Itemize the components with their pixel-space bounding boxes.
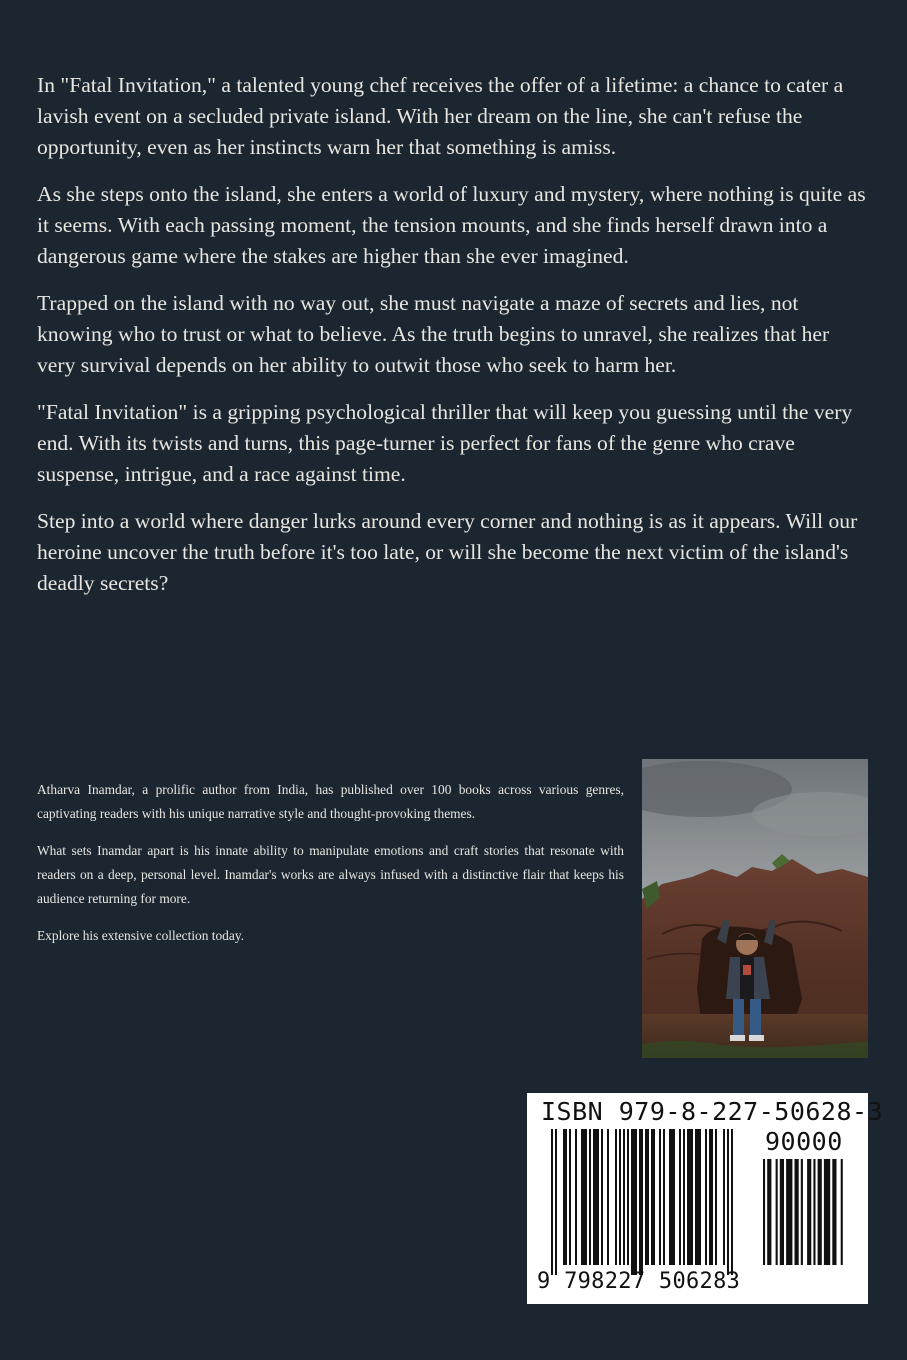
- isbn-barcode: [527, 1093, 884, 1304]
- barcode-bar: [705, 1129, 707, 1265]
- barcode-bar: [813, 1159, 815, 1265]
- barcode-bar: [569, 1129, 571, 1265]
- bio-paragraph: Atharva Inamdar, a prolific author from India, has published over 100 books across various genres, captivating readers with his unique narrative style and thought-provoking themes.: [37, 782, 624, 821]
- barcode-bar: [832, 1159, 836, 1265]
- barcode-bar: [776, 1159, 778, 1265]
- barcode-bar: [619, 1129, 621, 1265]
- barcode-bar: [786, 1159, 792, 1265]
- ean-barcode-bars: [551, 1129, 751, 1275]
- blurb-paragraph: Step into a world where danger lurks around every corner and nothing is as it appears. Will our heroine uncover the truth before it's too late, or will she become the next victim of the island's deadly secrets?: [37, 509, 858, 595]
- barcode-bar: [631, 1129, 637, 1275]
- blurb-paragraph: In "Fatal Invitation," a talented young chef receives the offer of a lifetime: a chance to cater a lavish event on a secluded private island. With her dream on the line, she can't refuse the opportunity, even as her instincts warn her that something is amiss.: [37, 73, 844, 159]
- barcode-bar: [687, 1129, 693, 1265]
- barcode-bar: [639, 1129, 643, 1275]
- barcode-bar: [841, 1159, 843, 1265]
- author-photo: [642, 759, 868, 1058]
- barcode-bar: [615, 1129, 617, 1265]
- price-code: 90000: [765, 1127, 843, 1156]
- barcode-bar: [679, 1129, 681, 1265]
- barcode-bar: [824, 1159, 830, 1265]
- barcode-bar: [683, 1129, 685, 1265]
- barcode-bar: [818, 1159, 822, 1265]
- barcode-bar: [807, 1159, 811, 1265]
- addon-barcode-bars: [763, 1159, 855, 1275]
- barcode-bar: [715, 1129, 717, 1265]
- barcode-bar: [767, 1159, 771, 1265]
- barcode-bar: [780, 1159, 784, 1265]
- bio-paragraph: Explore his extensive collection today.: [37, 928, 244, 943]
- barcode-bar: [709, 1129, 713, 1265]
- blurb-paragraph: As she steps onto the island, she enters a world of luxury and mystery, where nothing is quite as it seems. With each passing moment, the tension mounts, and she finds herself drawn into a dangerous game where the stakes are higher than she ever imagined.: [37, 182, 866, 268]
- blurb-paragraph: "Fatal Invitation" is a gripping psychological thriller that will keep you guessing until the very end. With its twists and turns, this page-turner is perfect for fans of the genre who crave suspense, intrigue, and a race against time.: [37, 400, 853, 486]
- barcode-bar: [731, 1129, 733, 1275]
- barcode-bar: [663, 1129, 665, 1265]
- barcode-bar: [601, 1129, 603, 1265]
- barcode-bar: [727, 1129, 729, 1275]
- barcode-bar: [551, 1129, 553, 1275]
- book-blurb: [37, 70, 870, 615]
- barcode-bar: [763, 1159, 765, 1265]
- barcode-bar: [627, 1129, 629, 1265]
- barcode-bar: [575, 1129, 577, 1265]
- barcode-bar: [555, 1129, 557, 1275]
- barcode-bar: [651, 1129, 655, 1265]
- barcode-bar: [623, 1129, 625, 1265]
- barcode-bar: [795, 1159, 799, 1265]
- blurb-paragraph: Trapped on the island with no way out, she must navigate a maze of secrets and lies, not knowing who to trust or what to believe. As the truth begins to unravel, she realizes that her very survival depends on her ability to outwit those who seek to harm her.: [37, 291, 830, 377]
- barcode-bar: [645, 1129, 649, 1265]
- barcode-bar: [695, 1129, 701, 1265]
- ean-digits: 9 798227 506283: [537, 1269, 741, 1294]
- isbn-label: ISBN 979-8-227-50628-3: [541, 1097, 884, 1126]
- barcode-bar: [669, 1129, 675, 1265]
- bio-paragraph: What sets Inamdar apart is his innate ability to manipulate emotions and craft stories that resonate with readers on a deep, personal level. Inamdar's works are always infused with a distinctive flair that keeps his audience returning for more.: [37, 843, 624, 906]
- barcode-bar: [801, 1159, 803, 1265]
- barcode-bar: [659, 1129, 661, 1265]
- barcode-bar: [563, 1129, 567, 1265]
- barcode-bar: [581, 1129, 587, 1265]
- barcode-bar: [723, 1129, 725, 1265]
- barcode-bar: [593, 1129, 599, 1265]
- barcode-bar: [589, 1129, 591, 1265]
- barcode-bar: [607, 1129, 609, 1265]
- author-bio: [37, 778, 624, 961]
